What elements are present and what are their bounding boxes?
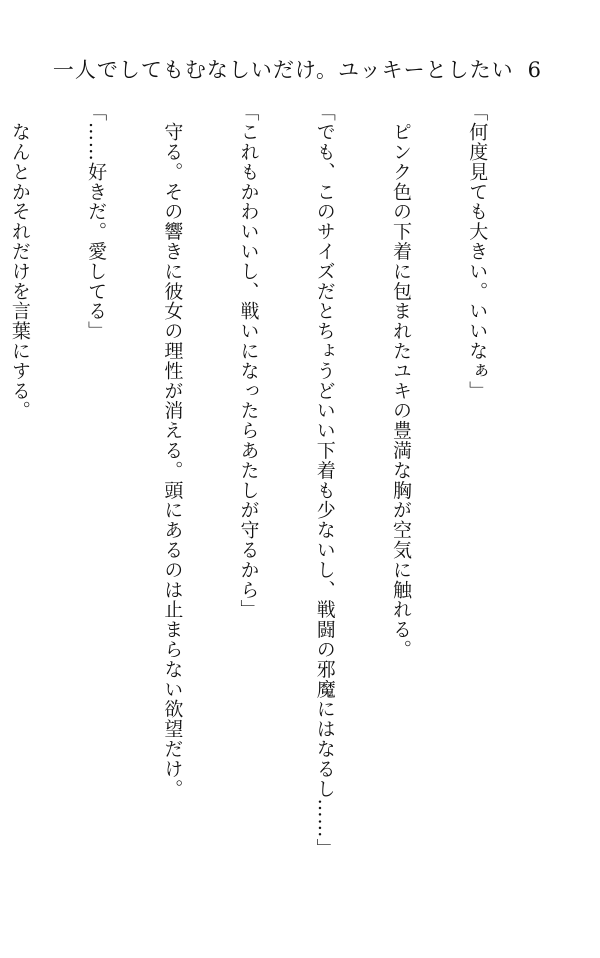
page-number: 6 [527,58,542,82]
running-header [53,54,542,84]
vertical-body-text [8,102,540,862]
text-line: 「……好きだ。愛してる」 [85,102,108,341]
text-line: 「何度見ても大きい。いいなぁ」 [466,102,489,401]
text-line: ピンク色の下着に包まれたユキの豊満な胸が空気に触れる。 [389,102,412,660]
text-line: なんとかそれだけを言葉にする。 [8,102,31,421]
text-line: 「でも、このサイズだとちょうどいい下着も少ないし、戦闘の邪魔にはなるし……」 [313,102,336,859]
chapter-title: 一人でしてもむなしいだけ。ユッキーとしたい [52,58,514,82]
text-line: 守る。その響きに彼女の理性が消える。頭にあるのは止まらない欲望だけ。 [161,102,184,799]
text-line: 「これもかわいいし、戦いになったらあたしが守るから」 [237,102,260,620]
